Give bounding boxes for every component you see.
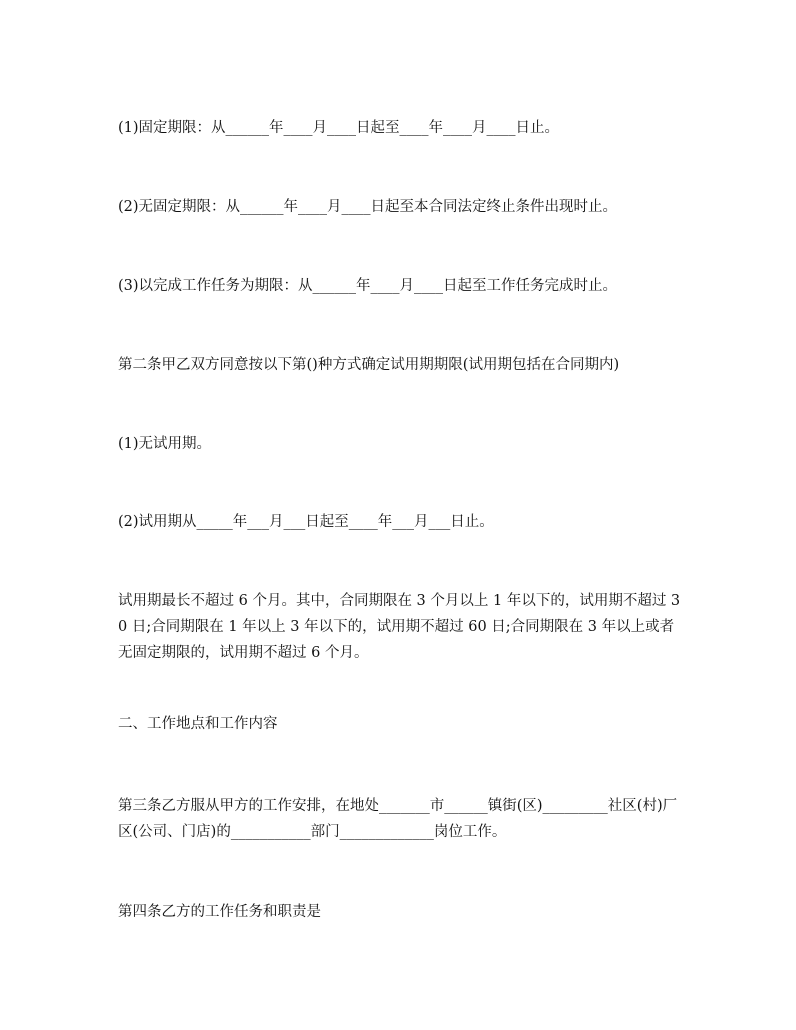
article-four-heading: 第四条乙方的工作任务和职责是 (118, 904, 321, 920)
article-two-heading: 第二条甲乙双方同意按以下第()种方式确定试用期期限(试用期包括在合同期内) (118, 357, 620, 373)
fixed-term-clause: (1)固定期限：从______年____月____日起至____年____月____日止。 (118, 120, 560, 136)
probation-period-option: (2)试用期从_____年___月___日起至____年___月___日止。 (118, 514, 494, 530)
probation-limits-paragraph: 试用期最长不超过 6 个月。其中，合同期限在 3 个月以上 1 年以下的，试用期不超过 30 日;合同期限在 1 年以上 3 年以下的，试用期不超过 60 日;合同期限在 3 年以上或者无固定期限的，试用期不超过 6 个月。 (118, 593, 681, 661)
task-based-term-clause: (3)以完成工作任务为期限：从______年____月____日起至工作任务完成时止。 (118, 278, 618, 294)
section-two-heading: 二、工作地点和工作内容 (118, 716, 278, 732)
open-ended-term-clause: (2)无固定期限：从______年____月____日起至本合同法定终止条件出现时止。 (118, 199, 618, 215)
article-three-paragraph: 第三条乙方服从甲方的工作安排，在地处_______市______镇街(区)_________社区(村)厂区(公司、门店)的___________部门_____________岗位工作。 (118, 798, 678, 840)
no-probation-option: (1)无试用期。 (118, 436, 212, 452)
